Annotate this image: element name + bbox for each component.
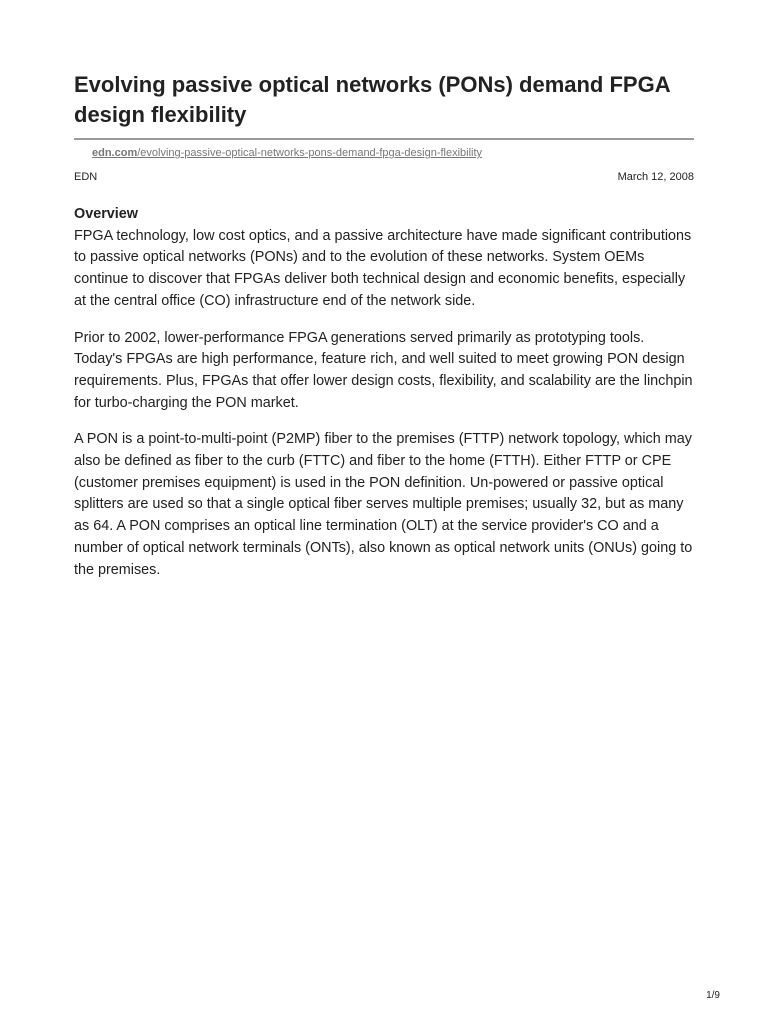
source-domain: edn.com bbox=[92, 147, 138, 159]
source-path: /evolving-passive-optical-networks-pons-demand-fpga-design-flexibility bbox=[137, 147, 483, 159]
document-page bbox=[74, 70, 694, 596]
page-indicator: 1/9 bbox=[706, 990, 720, 1001]
article-title: Evolving passive optical networks (PONs) demand FPGA design flexibility bbox=[74, 72, 670, 127]
paragraph: A PON is a point-to-multi-point (P2MP) fiber to the premises (FTTP) network topology, which may also be defined as fiber to the curb (FTTC) and fiber to the home (FTTH). Either FTTP or CPE (customer premises equipment) is used in the PON definition. Un-powered or passive optical splitters are used so that a single optical fiber serves multiple premises; usually 32, but as many as 64. A PON comprises an optical line termination (OLT) at the service provider's CO and a number of optical network terminals (ONTs), also known as optical network units (ONUs) going to the premises. bbox=[74, 431, 693, 578]
paragraph: FPGA technology, low cost optics, and a passive architecture have made significant contributions to passive optical networks (PONs) and to the evolution of these networks. System OEMs continue to discover that FPGAs deliver both technical design and economic benefits, especially at the central office (CO) infrastructure end of the network side. bbox=[74, 227, 692, 309]
publish-date: March 12, 2008 bbox=[617, 171, 694, 183]
source-url bbox=[74, 146, 694, 160]
article-meta bbox=[74, 170, 694, 184]
section-heading: Overview bbox=[74, 206, 138, 222]
paragraph: Prior to 2002, lower-performance FPGA generations served primarily as prototyping tools. Today's FPGAs are high performance, feature rich, and well suited to meet growing PON design requirements. Plus, FPGAs that offer lower design costs, flexibility, and scalability are the linchpin for turbo-charging the PON market. bbox=[74, 329, 693, 411]
article-body bbox=[74, 204, 694, 581]
title-divider bbox=[74, 138, 694, 140]
source-link[interactable] bbox=[92, 147, 482, 159]
publisher: EDN bbox=[74, 171, 98, 183]
